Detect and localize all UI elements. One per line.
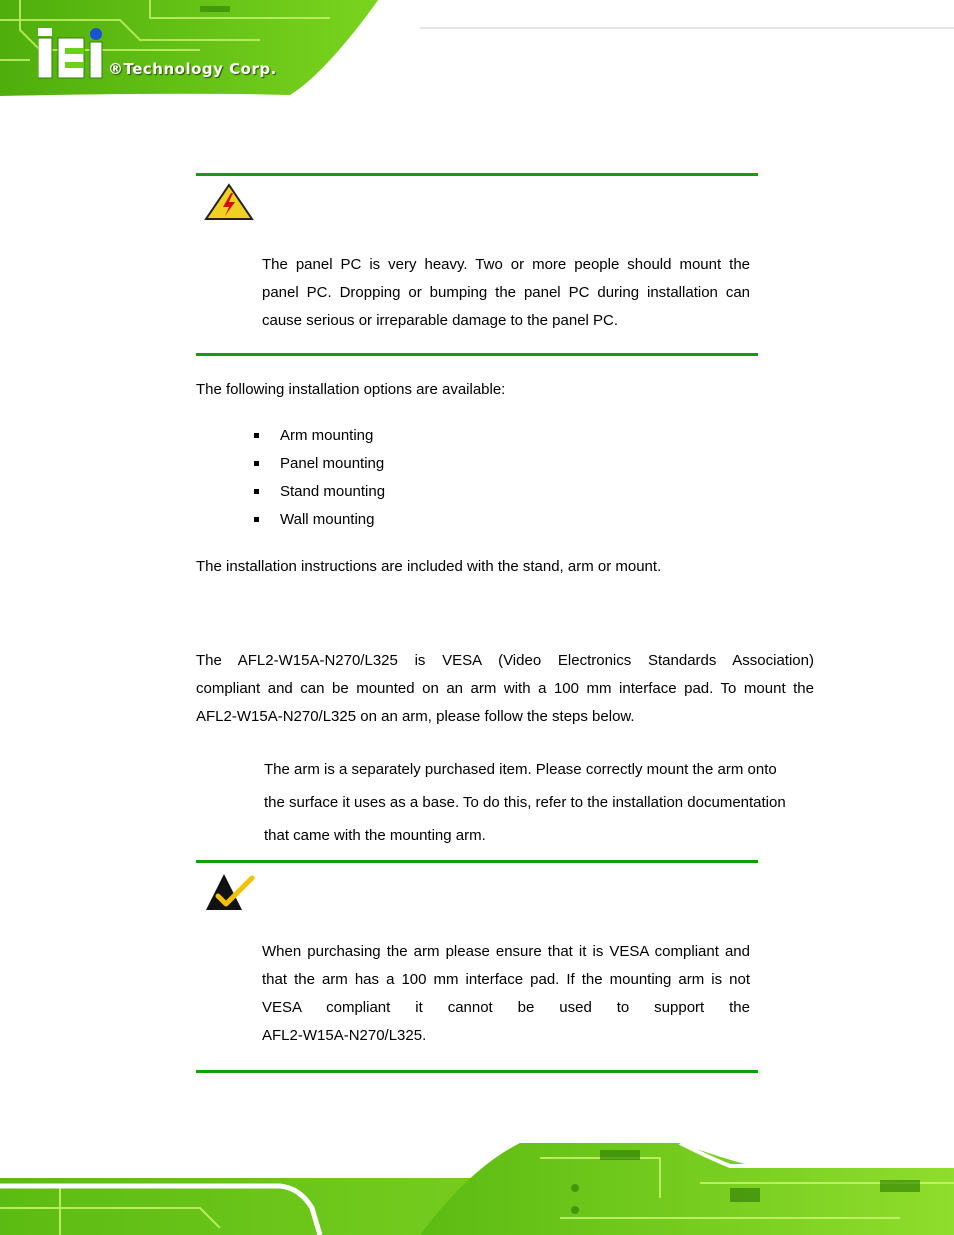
- list-item: [254, 478, 385, 506]
- checkmark-note-icon: [204, 870, 256, 912]
- step-line: the surface it uses as a base. To do this, refer to the installation documentation: [264, 794, 786, 811]
- circuit-board-header-graphic: [0, 0, 954, 112]
- arm-step-text: [264, 753, 824, 852]
- note-line: When purchasing the arm please ensure that it is VESA compliant and: [262, 943, 750, 960]
- list-item: [254, 506, 385, 534]
- paragraph-line: The AFL2-W15A-N270/L325 is VESA (Video Electronics Standards Association): [196, 652, 814, 669]
- warning-line: The panel PC is very heavy. Two or more people should mount the: [262, 256, 750, 273]
- step-line: that came with the mounting arm.: [264, 827, 486, 844]
- bullet-square-icon: [254, 517, 259, 522]
- bullet-square-icon: [254, 461, 259, 466]
- brand-name: ®Technology Corp.: [108, 60, 277, 78]
- installation-options-list: [254, 422, 385, 534]
- option-label: Stand mounting: [280, 483, 386, 500]
- bullet-square-icon: [254, 489, 259, 494]
- bullet-square-icon: [254, 433, 259, 438]
- list-item: [254, 450, 385, 478]
- note-line: that the arm has a 100 mm interface pad. If the mounting arm is not: [262, 971, 750, 988]
- paragraph-line: compliant and can be mounted on an arm with a 100 mm interface pad. To mount the: [196, 680, 814, 697]
- option-label: Panel mounting: [280, 455, 385, 472]
- iei-logo-icon: [38, 28, 108, 82]
- option-label: Wall mounting: [280, 511, 375, 528]
- option-label: Arm mounting: [280, 427, 374, 444]
- paragraph-line: AFL2-W15A-N270/L325 on an arm, please follow the steps below.: [196, 708, 635, 725]
- list-item: [254, 422, 385, 450]
- step-line: The arm is a separately purchased item. Please correctly mount the arm onto: [264, 761, 777, 778]
- warning-bottom-rule: [196, 353, 758, 356]
- arm-mounting-paragraph: [196, 647, 814, 731]
- note-bottom-rule: [196, 1070, 758, 1073]
- warning-line: cause serious or irreparable damage to the panel PC.: [262, 312, 619, 329]
- header-banner: [0, 0, 954, 112]
- note-top-rule: [196, 860, 758, 863]
- warning-text: [262, 251, 750, 335]
- options-intro: The following installation options are available:: [196, 381, 506, 398]
- note-line: AFL2-W15A-N270/L325.: [262, 1027, 427, 1044]
- warning-line: panel PC. Dropping or bumping the panel PC during installation can: [262, 284, 750, 301]
- footer-banner: [0, 1128, 954, 1235]
- warning-top-rule: [196, 173, 758, 176]
- iei-logo: [38, 28, 108, 87]
- circuit-board-footer-graphic: [0, 1128, 954, 1235]
- note-text: [262, 938, 750, 1050]
- note-line: VESA compliant it cannot be used to support the: [262, 999, 750, 1016]
- warning-triangle-icon: [204, 183, 254, 221]
- installation-instructions-text: The installation instructions are included with the stand, arm or mount.: [196, 558, 662, 575]
